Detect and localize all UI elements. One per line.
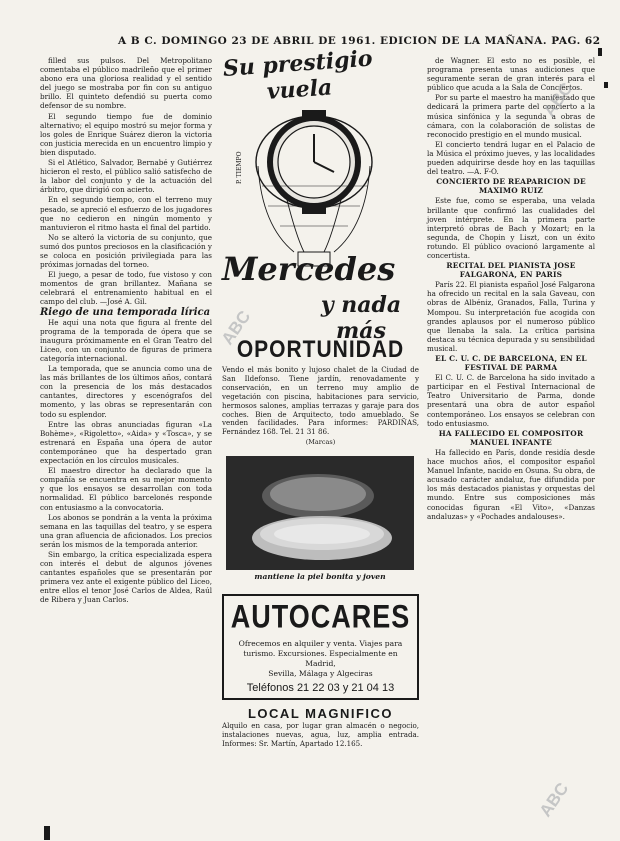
watch-ad-side-text: P. TIEMPO [236, 151, 243, 184]
watch-ad-slogan-bottom: y nada más [320, 292, 402, 344]
right-column [427, 56, 595, 522]
watermark: ABC [539, 79, 577, 121]
section-head: EL C. U. C. DE BARCELONA, EN EL FESTIVAL DE PARMA [435, 354, 587, 373]
local-ad [222, 706, 419, 749]
section-head: CONCIERTO DE REAPARICION DE MAXIMO RUIZ [436, 177, 586, 196]
left-column [40, 56, 212, 606]
left-paragraph: Sin embargo, la crítica especializada espera con interés el debut de algunos jóvenes cantantes españoles que se presentarán por primera vez ante el exigente público del Liceo, entre ellos el tenor José Carlos de Aldea, Raúl de Ribera y Juan Carlos. [40, 549, 212, 605]
left-paragraph: No se alteró la victoria de su conjunto, que sumó dos puntos preciosos en la clasificación y se coloca en posición privilegiada para las próximas jornadas del torneo. [40, 232, 212, 270]
watermark: ABC [217, 307, 255, 349]
right-paragraph: París 22. El pianista español José Falgarona ha ofrecido un recital en la sala Gaveau, con obras de Albéniz, Granados, Falla, Turina y Mompou. Su interpretación fue acogida con grandes aplausos por el numeroso público que llenaba la sala. La crítica parisina destaca su técnica depurada y su sensibilidad musical. [427, 280, 595, 353]
cream-jar-illustration [226, 456, 414, 570]
autocares-line: Sevilla, Málaga y Algeciras [268, 669, 373, 679]
left-paragraph: He aquí una nota que figura al frente del programa de la temporada de ópera que se inaugura próximamente en el Gran Teatro del Liceo, con un conjunto de figuras de primera categoría internacional. [40, 317, 212, 363]
section-title: Riego de una temporada lírica [40, 306, 211, 318]
watch-ad [222, 45, 419, 344]
watch-ad-slogan-top: Su prestigio vuela [222, 45, 374, 105]
cream-jar-ad [226, 456, 414, 584]
autocares-phone: Teléfonos 21 22 03 y 21 04 13 [246, 682, 395, 695]
oportunidad-tag: (Marcas) [305, 438, 336, 447]
oportunidad-ad [222, 338, 419, 446]
right-paragraph: Ha fallecido en París, donde residía desde hace muchos años, el compositor español Manuel Infante, nacido en Osuna. Su obra, de acusado carácter andaluz, fue difundida por los más destacados pianistas y orquestas del mundo. Entre sus composiciones más conocidas figuran «El Vito», «Danzas andaluzas» y «Pochades andalouses». [427, 447, 595, 521]
left-paragraph: El segundo tiempo fue de dominio alternativo; el equipo mostró su mejor forma y los goles de Enrique Suárez dieron la victoria con justicia merecida en un encuentro limpio y bien disputado. [40, 111, 212, 157]
right-paragraph: Por su parte el maestro ha manifestado que dedicará la primera parte del concierto a la música sinfónica y la segunda a obras de cámara, con la colaboración de solistas de reconocido prestigio en el mundo musical. [427, 93, 595, 139]
middle-column [222, 45, 419, 749]
right-paragraph: El concierto tendrá lugar en el Palacio de la Música el próximo jueves, y las localidades pueden adquirirse desde hoy en las taquillas del teatro. —A. F-O. [427, 139, 595, 177]
right-paragraph: Este fue, como se esperaba, una velada brillante que confirmó las cualidades del joven intérprete. En la primera parte interpretó obras de Bach y Mozart; en la segunda, de Chopin y Liszt, con un éxito rotundo. El público ovacionó largamente al concertista. [427, 196, 595, 260]
local-body: Alquilo en casa, por lugar gran almacén o negocio, instalaciones nuevas, agua, luz, amplia entrada. Informes: Sr. Martín, Apartado 12.165. [222, 721, 419, 749]
left-paragraph: El juego, a pesar de todo, fue vistoso y con momentos de gran brillantez. Mañana se celebrará el entrenamiento habitual en el campo del club. —José A. Gil. [40, 270, 212, 307]
edge-mark [604, 82, 608, 88]
edge-mark [598, 48, 602, 56]
left-paragraph: filled sus pulsos. Del Metropolitano comentaba el público madrileño que el primer abono era una gloriosa realidad y el sentido del juego se mostraba por fin con su antiguo brillo. El quinteto defendió su puerta como defensor de su nombre. [40, 56, 212, 111]
cream-jar-caption: mantiene la piel bonita y joven [226, 570, 414, 584]
watch-ad-brand: Mercedes [222, 250, 396, 288]
oportunidad-title: OPORTUNIDAD [236, 336, 405, 363]
edge-mark [44, 826, 50, 840]
right-paragraph: El C. U. C. de Barcelona ha sido invitado a participar en el Festival Internacional de Teatro Universitario de Parma, donde presentará una obra de autor español contemporáneo. Los ensayos se celebran con todo entusiasmo. [427, 373, 595, 428]
header-line: A B C. DOMINGO 23 DE ABRIL DE 1961. EDICION DE LA MAÑANA. PAG. 62 [118, 35, 601, 47]
local-title: LOCAL MAGNIFICO [247, 706, 394, 722]
section-head: HA FALLECIDO EL COMPOSITOR MANUEL INFANTE [438, 428, 584, 447]
oportunidad-body: Vendo el más bonito y lujoso chalet de la Ciudad de San Ildefonso. Tiene jardín, renovadamente y conservación, en un terreno muy amplio de vegetación con piscina, habitaciones para servicio, hermosos salones, amplias terrazas y garaje para dos coches. Bien de Arquitecto, todo amueblado. Se venden facilidades. Para informes: PARDIÑAS, Fernández 168. Tel. 21 31 86. [222, 365, 419, 437]
left-paragraph: El maestro director ha declarado que la compañía se encuentra en su mejor momento y que los ensayos se desarrollan con toda normalidad. El público barcelonés responde con entusiasmo a la convocatoria. [40, 466, 212, 512]
left-paragraph: Los abonos se pondrán a la venta la próxima semana en las taquillas del teatro, y se espera una gran afluencia de aficionados. Los precios serán los mismos de la temporada anterior. [40, 512, 212, 549]
autocares-title: AUTOCARES [230, 599, 411, 636]
left-paragraph: La temporada, que se anuncia como una de las más brillantes de los últimos años, contará con la presencia de los más destacados cantantes, directores y escenógrafos del momento, y las obras se representarán con todo su esplendor. [40, 364, 212, 419]
autocares-ad [222, 594, 419, 700]
section-head: RECITAL DEL PIANISTA JOSE FALGARONA, EN PARIS [446, 261, 576, 280]
autocares-line: Ofrecemos en alquiler y venta. Viajes para turismo. Excursiones. Especialmente en Madrid, [238, 639, 403, 669]
left-paragraph: Si el Atlético, Salvador, Bernabé y Gutiérrez hicieron el resto, el público salió satisfecho de la labor del conjunto y de la actuación del árbitro, que dirigió con acierto. [40, 158, 212, 195]
left-paragraph: En el segundo tiempo, con el terreno muy pesado, se apreció el esfuerzo de los jugadores que no cedieron en ningún momento y mantuvieron el ritmo hasta el final del partido. [40, 195, 213, 232]
watermark: ABC [535, 779, 573, 821]
left-paragraph: Entre las obras anunciadas figuran «La Bohème», «Rigoletto», «Aida» y «Tosca», y se estrenará en España una ópera de autor contemporáneo que ha despertado gran expectación en los círculos musicales. [40, 419, 212, 466]
right-paragraph: de Wagner. El esto no es posible, el programa presenta unas audiciones que seguramente seran de gran interés para el público que acuda a la Sala de Conciertos. [427, 56, 595, 93]
